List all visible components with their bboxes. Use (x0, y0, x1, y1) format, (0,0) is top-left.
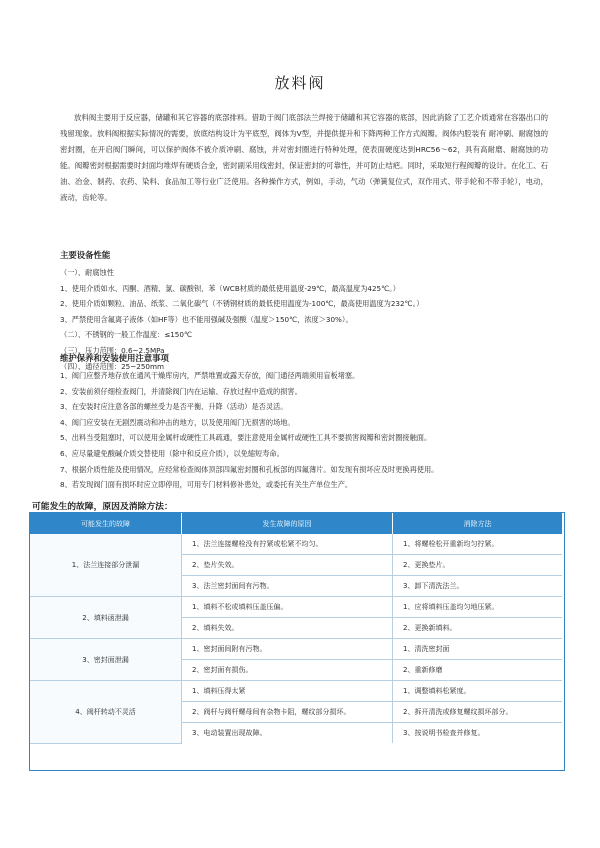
table-row (30, 639, 562, 660)
cause-cell: 2、密封面有损伤。 (182, 660, 393, 681)
performance-line: 1、使用介质如水、丙酮、酒精、氯、碳酸钡、苯（WCB材质的最低使用温度-29℃，最高温度为425℃。） (60, 283, 400, 293)
fault-table-title: 可能发生的故障，原因及消除方法： (32, 502, 173, 512)
performance-line: （二）、不锈钢的一般工作温度：≤150℃ (60, 330, 193, 340)
fix-cell: 3、卸下清洗法兰。 (393, 576, 563, 597)
column-header-problem: 可能发生的故障 (30, 513, 182, 534)
cause-cell: 3、电动装置出现故障。 (182, 723, 393, 744)
maintenance-line: 7、根据介质性能及使用情况，应经常检查阀体顶部四氟密封圈和孔板部的四氟薄片。如发现有损坏应及时更换再使用。 (60, 464, 439, 474)
maintenance-heading: 维护保养和安装使用注意事项 (60, 353, 169, 363)
fix-cell: 2、更换垫片。 (393, 555, 563, 576)
performance-line: （四）、通径范围：25~250mm (60, 361, 164, 371)
cause-cell: 1、密封面间附有污物。 (182, 639, 393, 660)
fix-cell: 2、重新修磨 (393, 660, 563, 681)
maintenance-line: 5、出料当受阻塞时，可以使用金属杆或硬性工具疏通，要注意使用金属杆或硬性工具不要损害阀瓣和密封圈接触面。 (60, 433, 432, 443)
fault-table (30, 513, 562, 744)
column-header-fix: 消除方法 (393, 513, 563, 534)
cause-cell: 1、填料压得太紧 (182, 681, 393, 702)
maintenance-line: 6、应尽量避免酸碱介质交替使用（除中和反应介质），以免缩短寿命。 (60, 448, 284, 458)
column-header-cause: 发生故障的原因 (182, 513, 393, 534)
table-row (30, 534, 562, 555)
fix-cell: 1、清洗密封面 (393, 639, 563, 660)
maintenance-line: 4、阀门应安装在无剧烈震动和冲击的地方，以及使用阀门无损害的场地。 (60, 417, 295, 427)
problem-cell: 4、阀杆转动不灵活 (30, 681, 182, 744)
fix-cell: 2、拆开清洗或修复螺纹损坏部分。 (393, 702, 563, 723)
cause-cell: 1、法兰连接螺栓没有拧紧或松紧不均匀。 (182, 534, 393, 555)
performance-heading: 主要设备性能 (60, 250, 111, 260)
cause-cell: 2、垫片失效。 (182, 555, 393, 576)
table-row (30, 681, 562, 702)
maintenance-line: 1、阀门应整齐地存放在通风干燥库房内，严禁堆置或露天存放，阀门通径两端须用盲板堵塞。 (60, 371, 360, 380)
cause-cell: 3、法兰密封面间有污物。 (182, 576, 393, 597)
intro-paragraph: 放料阀主要用于反应器，储罐和其它容器的底部排料。借助于阀门底部法兰焊接于储罐和其它容器的底部，因此消除了工艺介质通常在容器出口的残留现象。放料阀根据实际情况的需要，放底结构设计为平底型，阀体为V型，并提供提升和下降两种工作方式阀瓣。阀体内腔装有 耐冲刷、耐腐蚀的密封圈，在开启阀门瞬间，可以保护阀体不被介质冲刷、腐蚀，并对密封圈进行特种处理，使表面硬度达到HRC56～62，具有高耐磨、耐腐蚀的功能。阀瓣密封根据需要时封面均堆焊有硬质合金，密封副采用线密封，保证密封的可靠性，并可防止结疤。同时，采取短行程阀瓣的设计。在化工、石油、冶金、制药、农药、染料、食品加工等行业广泛使用。各种操作方式，例如，手动，气动（弹簧复位式，双作用式、带手轮和不带手轮），电动，液动，齿轮等。 (60, 113, 548, 202)
cause-cell: 2、阀杆与阀杆螺母间有杂物卡阻，螺纹部分损坏。 (182, 702, 393, 723)
maintenance-section (60, 352, 560, 493)
table-header-row (30, 513, 562, 534)
table-row (30, 597, 562, 618)
problem-cell: 1、法兰连接部分泄漏 (30, 534, 182, 597)
performance-line: 3、严禁使用含氟离子液体（如HF等）也不能用强碱及强酸（温度＞150℃，浓度＞30%）。 (60, 314, 353, 324)
fix-cell: 1、将螺栓松开重新均匀拧紧。 (393, 534, 563, 555)
page-title: 放料阀 (274, 74, 326, 92)
fix-cell: 3、按说明书检查并修复。 (403, 729, 485, 737)
performance-line: （三）、压力范围：0.6~2.5MPa (60, 345, 165, 355)
fix-cell: 1、调整填料松紧度。 (393, 681, 563, 702)
performance-line: 2、使用介质如颗粒、油品、纸浆、二氧化碳气（不锈钢材质的最低使用温度为-100℃，最高使用温度为232℃。） (60, 299, 424, 309)
cause-cell: 1、填料不松或填料压盖压偏。 (182, 597, 393, 618)
problem-cell: 3、密封面泄漏 (30, 639, 182, 681)
maintenance-line: 2、安装前须仔细检查阀门，并清除阀门内在运输、存放过程中造成的损害。 (60, 386, 302, 396)
fix-cell: 1、应将填料压盖均匀地压紧。 (393, 597, 563, 618)
cause-cell: 2、填料失效。 (182, 618, 393, 639)
fix-cell: 2、更换新填料。 (393, 618, 563, 639)
maintenance-line: 3、在安装时应注意各部的螺丝受力是否平衡、升降（活动）是否灵活。 (60, 402, 288, 412)
performance-line: （一）、耐腐蚀性 (60, 268, 114, 277)
maintenance-line: 8、若发现阀门面有损坏时应立即停用，可用专门材料修补患处，或委托有关生产单位生产。 (60, 480, 353, 490)
problem-cell: 2、填料函泄漏 (30, 597, 182, 639)
